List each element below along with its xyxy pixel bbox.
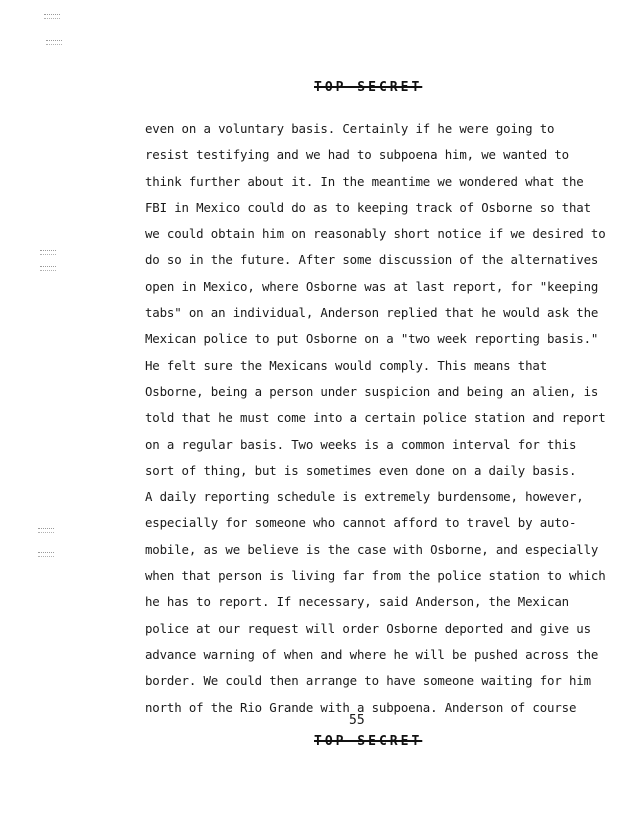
text-line: even on a voluntary basis. Certainly if he were going to [145, 121, 555, 136]
text-line: A daily reporting schedule is extremely burdensome, however, [145, 489, 584, 505]
scan-mark-low [38, 528, 54, 533]
text-line: advance warning of when and where he will be pushed across the [145, 646, 599, 662]
document-body [145, 119, 635, 724]
scan-mark-top-2 [46, 40, 62, 45]
text-line: open in Mexico, where Osborne was at last report, for "keeping [145, 278, 599, 294]
scan-mark-top [44, 14, 60, 19]
text-line: tabs" on an individual, Anderson replied that he would ask the [145, 305, 599, 321]
text-line: police at our request will order Osborne deported and give us [145, 620, 591, 636]
text-line: on a regular basis. Two weeks is a common interval for this [145, 436, 577, 452]
scan-mark-mid-2 [40, 266, 56, 271]
text-line: think further about it. In the meantime we wondered what the [145, 173, 584, 189]
text-line: north of the Rio Grande with a subpoena. Anderson of course [145, 699, 577, 715]
text-line: he has to report. If necessary, said Anderson, the Mexican [145, 594, 569, 610]
text-line: especially for someone who cannot afford to travel by auto- [145, 515, 577, 531]
text-line: when that person is living far from the police station to which [145, 568, 606, 584]
text-line: sort of thing, but is sometimes even done on a daily basis. [145, 462, 577, 478]
text-line: FBI in Mexico could do as to keeping track of Osborne so that [145, 199, 591, 215]
page-number: 55 [349, 713, 365, 728]
text-line: do so in the future. After some discussion of the alternatives [145, 252, 599, 268]
text-line: border. We could then arrange to have someone waiting for him [145, 673, 591, 689]
scan-mark-low-2 [38, 552, 54, 557]
classification-header: TOP SECRET [314, 80, 423, 95]
text-line: resist testifying and we had to subpoena him, we wanted to [145, 147, 569, 163]
text-line: He felt sure the Mexicans would comply. This means that [145, 357, 548, 373]
text-line: Mexican police to put Osborne on a "two week reporting basis." [145, 331, 599, 347]
text-line: we could obtain him on reasonably short notice if we desired to [145, 226, 606, 242]
text-line: mobile, as we believe is the case with Osborne, and especially [145, 541, 599, 557]
text-line: Osborne, being a person under suspicion and being an alien, is [145, 383, 599, 399]
text-line: told that he must come into a certain police station and report [145, 410, 606, 426]
classification-footer: TOP SECRET [314, 734, 423, 749]
scan-mark-mid [40, 250, 56, 255]
